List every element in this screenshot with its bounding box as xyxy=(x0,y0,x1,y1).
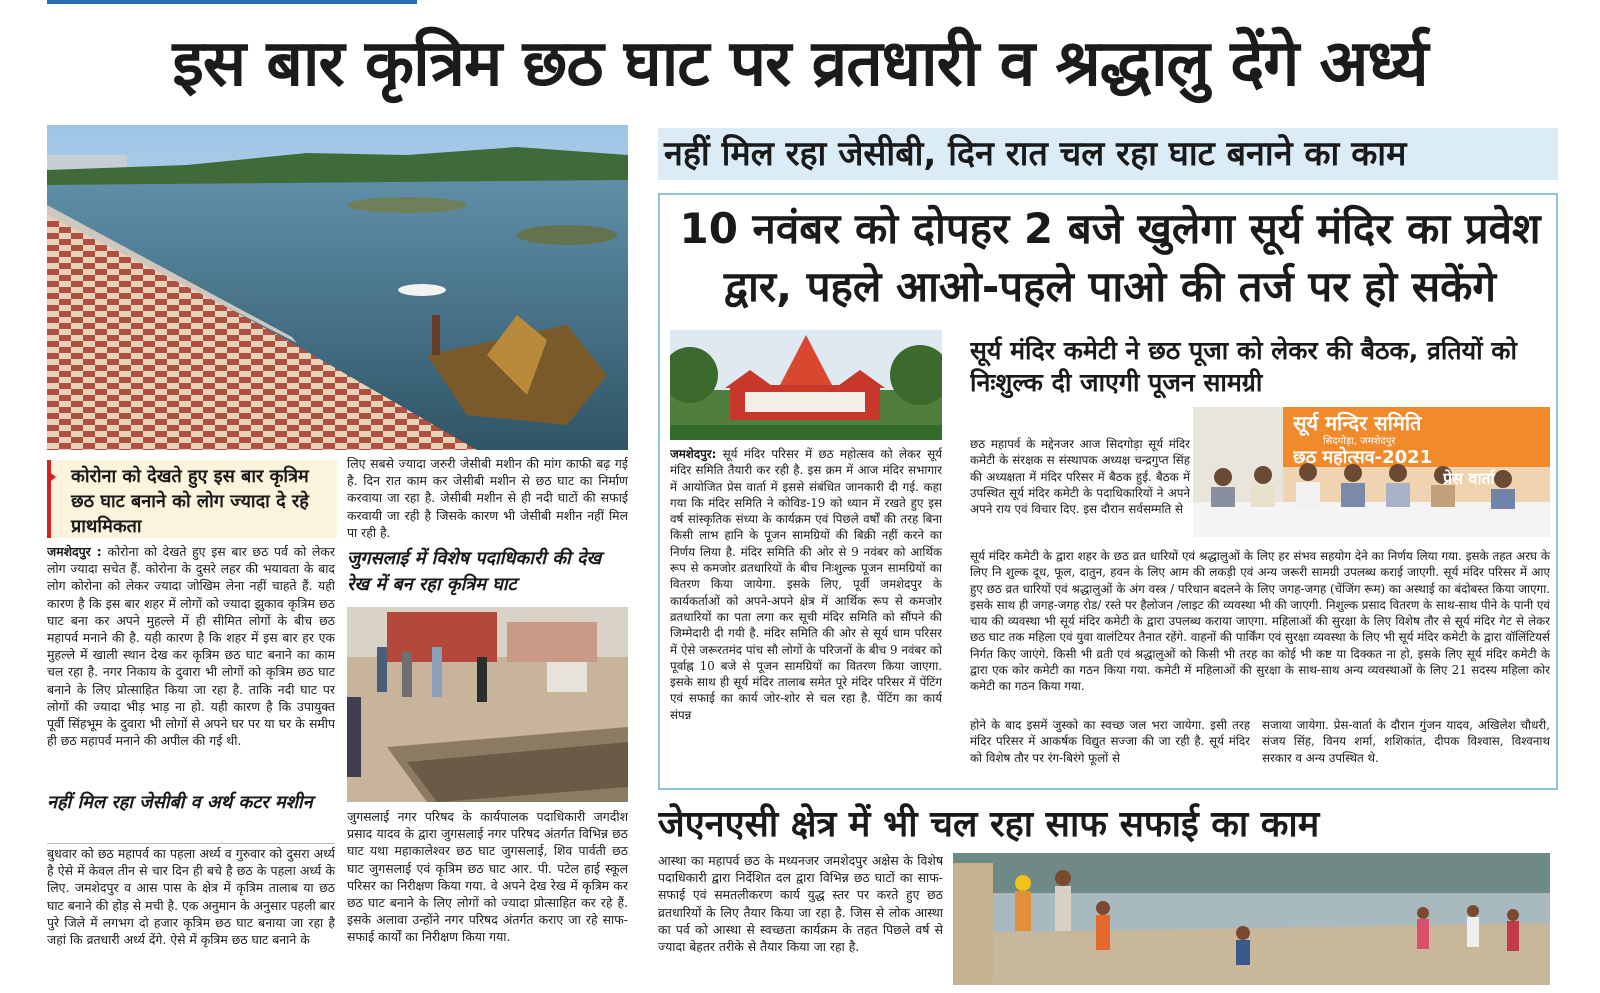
inspection-photo xyxy=(347,607,628,802)
jnac-headline: जेएनएसी क्षेत्र में भी चल रहा साफ सफाई का काम xyxy=(658,804,1320,845)
highlight-box xyxy=(47,460,337,538)
dateline: जमशेदपुर : xyxy=(47,544,102,559)
left-story-2: बुधवार को छठ महापर्व का पहला अर्ध्य व गुरुवार को दुसरा अर्ध्य है ऐसे में केवल तीन से चार दिन ही बचे है छठ के पहला अर्ध्य के लिए. जमशेदपुर व आस पास के क्षेत्र में कृत्रिम तालाब या छठ घाट बनाने की होड़ से मची है. एक अनुमान के अनुसार पहली बार पुरे जिले में लगभग दो हजार कृत्रिम छठ घाट बनाया जा रहा है जहां कि व्रतधारी अर्ध्य देंगे. ऐसे में कृत्रिम छठ घाट बनाने के xyxy=(47,846,335,948)
cleaning-photo xyxy=(953,853,1550,985)
surya-story-a xyxy=(670,446,942,766)
highlight-text: कोरोना को देखते हुए इस बार कृत्रिम छठ घाट बनाने को लोग ज्यादा दे रहे प्राथमिकता xyxy=(71,466,309,537)
banner-press: प्रेस वार्ता xyxy=(1443,469,1495,488)
surya-story-b-col2: सजाया जायेगा. प्रेस-वार्ता के दौरान गुंजन यादव, अखिलेश चौधरी, संजय सिंह, विनय शर्मा, शशिकांत, दीपक विश्वास, विश्वनाथ सरकार व अन्य उपस्थित थे. xyxy=(1262,718,1550,765)
temple-photo xyxy=(670,330,942,440)
bullet-triangle-icon xyxy=(47,470,56,484)
surya-story-b-wide: सूर्य मंदिर कमेटी के द्वारा शहर के छठ व्रत धारियों एवं श्रद्धालुओं के लिए हर संभव सहयोग देने का निर्णय लिया गया. इसके तहत अरघ के लिए नि शुल्क दूध, फूल, दातुन, हवन के लिए आम की लकड़ी एवं अन्य जरूरी सामग्री उपलब्ध कराई जाएगी. सूर्य मंदिर परिसर में आए हुए छठ व्रत धारियों एवं श्रद्धालुओं के अंग वस्त्र / परिधान बदलने के लिए जगह-जगह (चेंजिंग रूम) का अस्थाई का बंदोबस्त किया जाएगा. इसके साथ ही जगह-जगह रोड/ रस्ते पर हैलोजन /लाइट की व्यवस्था भी की जाएगी. निशुल्क प्रसाद वितरण के साथ-साथ पीने के पानी एवं चाय की व्यवस्था भी सूर्य मंदिर कमेटी के द्वारा उपलब्ध कराया जाएगा. महिलाओं की सुरक्षा के लिए विशेष तौर से सूर्य मंदिर गेट से लेकर छठ घाट तक महिला एवं युवा वालंटियर तैनात रहेंगे. वाहनों की पार्किंग एवं सुरक्षा व्यवस्था के लिए भी सूर्य मंदिर कमेटी के द्वारा वॉलिंटियर्स निर्गत किए जाएंगे. किसी भी व्रती एवं श्रद्धालुओं को किसी भी तरह का कोई भी कष्ट या दिक्कत ना हो, इसके लिए सूर्य मंदिर कमेटी के द्वारा एक कोर कमेटी का गठन किया गया. कमेटी में महिलाओं की सुरक्षा के साथ-साथ अन्य व्यवस्थाओं के लिए 21 सदस्य महिला कोर कमेटी का गठन किया गया. xyxy=(970,549,1550,694)
right-subheadline: नहीं मिल रहा जेसीबी, दिन रात चल रहा घाट बनाने का काम xyxy=(658,128,1558,180)
banner-subtitle: सिदगोड़ा, जमशेदपुर xyxy=(1323,436,1396,447)
banner-title: सूर्य मन्दिर समिति xyxy=(1293,411,1422,435)
top-accent-bar xyxy=(47,0,417,4)
left-subhead: नहीं मिल रहा जेसीबी व अर्थ कटर मशीन xyxy=(47,792,313,813)
jugsalai-caption: जुगसलाई नगर परिषद के कार्यपालक पदाधिकारी जगदीश प्रसाद यादव के द्वारा जुगसलाई नगर परिषद अंतर्गत विभिन्न छठ घाट यथा महाकालेश्वर छठ घाट जुगसलाई, शिव पार्वती छठ घाट जुगसलाई एवं कृत्रिम छठ घाट आर. पी. पटेल हाई स्कूल परिसर का निरीक्षण किया गया. वे अपने देख रेख में कृत्रिम कर छठ घाट बनाने के लिए लोगों को ज्यादा प्रोत्साहित कर रहे हैं. इसके अलावा उन्होंने नगर परिषद अंतर्गत कराए जा रहे साफ-सफाई कार्यों का निरीक्षण किया गया. xyxy=(347,809,628,945)
press-meeting-photo xyxy=(1193,407,1550,537)
committee-headline: सूर्य मंदिर कमेटी ने छठ पूजा को लेकर की बैठक, व्रतियों को निःशुल्क दी जाएगी पूजन सामग्री xyxy=(970,336,1517,397)
river-ghat-photo xyxy=(47,125,628,450)
surya-mandir-headline: 10 नवंबर को दोपहर 2 बजे खुलेगा सूर्य मंदिर का प्रवेश द्वार, पहले आओ-पहले पाओ की तर्ज पर हो सकेंगे xyxy=(679,204,1541,311)
dateline: जमशेदपुर: xyxy=(670,447,717,461)
story-text: सूर्य मंदिर परिसर में छठ महोत्सव को लेकर सूर्य मंदिर समिति तैयारी कर रही है. इस क्रम में आज मंदिर सभागार में आयोजित प्रेस वार्ता में इससे संबंधित जानकारी दी गई. कहा गया कि मंदिर समिति ने कोविड-19 को ध्यान में रखते हुए इस वर्ष सांस्कृतिक संध्या के कार्यक्रम एवं पिछले वर्षों की तरह बिना किसी लाभ हानि के पूजन सामग्रियों की बिक्री नहीं करने का निर्णय लिया है. मंदिर समिति की ओर से 9 नवंबर को आर्थिक रूप से कमजोर व्रतधारियों के बीच निःशुल्क पूजन सामग्रियों का वितरण किया जायेगा. इसके लिए, पूर्वी जमशेदपुर के कार्यकर्ताओं को अपने-अपने क्षेत्र में आर्थिक रूप से कमजोर व्रतधारियों का पता लगा कर सूची मंदिर समिति को सौंपने की जिम्मेदारी दी गयी है. मंदिर समिति की ओर से सूर्य धाम परिसर में ऐसे जरूरतमंद पांच सौ लोगों के परिजनों के बीच 9 नवंबर को पूर्वाह्न 10 बजे से पूजन सामग्रियों का वितरण किया जाएगा. इसके साथ ही सूर्य मंदिर तालाब समेत पूरे मंदिर परिसर में पेंटिंग एवं सफाई का कार्य जोर-शोर से चल रहा है. पेंटिंग का कार्य संपन्न xyxy=(670,447,942,722)
middle-story-continued: लिए सबसे ज्यादा जरुरी जेसीबी मशीन की मांग काफी बढ़ गई है. दिन रात काम कर जेसीबी मशीन से छठ घाट का निर्माण करवाया जा रहा है. जेसीबी मशीन से ही नदी घाटों की सफाई करवायी जा रही है जिसके कारण भी जेसीबी मशीन नहीं मिल पा रही है. xyxy=(347,456,628,540)
divider xyxy=(47,843,335,844)
surya-story-b-top: छठ महापर्व के मद्देनजर आज सिदगोड़ा सूर्य मंदिर कमेटी के संरक्षक स संस्थापक अध्यक्ष चन्द्रगुप्त सिंह की अध्यक्षता में मंदिर परिसर में बैठक हुई. बैठक में उपस्थित सूर्य मंदिर कमेटी के पदाधिकारियों ने अपने अपने राय एवं विचार दिए. इस दौरान सर्वसम्मति से xyxy=(970,437,1190,517)
banner-event: छठ महोत्सव-2021 xyxy=(1293,447,1433,468)
surya-story-b-col1: होने के बाद इसमें जुस्को का स्वच्छ जल भरा जायेगा. इसी तरह मंदिर परिसर में आकर्षक विद्युत सज्जा की जा रही है. सूर्य मंदिर को विशेष तौर पर रंग-बिरंगे फूलों से xyxy=(970,718,1250,765)
main-headline: इस बार कृत्रिम छठ घाट पर व्रतधारी व श्रद्धालु देंगे अर्ध्य xyxy=(172,27,1428,101)
story-text: कोरोना को देखते हुए इस बार छठ पर्व को लेकर लोग ज्यादा सचेत हैं. कोरोना के दुसरे लहर की भयावता के बाद लोग कोरोना को लेकर ज्यादा जोखिम लेना नहीं चाहते हैं. यही कारण है कि इस बार शहर में लोगों को ज्यादा झुकाव कृत्रिम छठ घाट बना कर अपने मुहल्ले में ही सीमित लोगों के बीच छठ महापर्व मनाने की है. यही कारण है कि शहर में इस बार हर एक मुहल्ले में खाली स्थान देख कर कृत्रिम छठ घाट बनाने का काम चल रहा है. नगर निकाय के दुवारा भी लोगों को कृत्रिम छठ घाट बनाने के लिए प्रोत्साहित किया जा रहा है. ताकि नदी घाट पर लोगों की ज्यादा भीड़ भाड़ ना हो. यही कारण है कि उपायुक्त पूर्वी सिंहभूम के दुवारा भी लोगों से अपने घर पर या घर के समीप ही छठ महापर्व मनाने की अपील की गई थी. xyxy=(47,544,335,749)
left-story-1 xyxy=(47,543,335,783)
jugsalai-subhead: जुगसलाई में विशेष पदाधिकारी की देख रेख में बन रहा कृत्रिम घाट xyxy=(347,548,602,595)
jnac-story: आस्था का महापर्व छठ के मध्यनजर जमशेदपुर अक्षेस के विशेष पदाधिकारी द्वारा निर्देशित दल द्वारा विभिन्न छठ घाटों का साफ-सफाई एवं समतलीकरण कार्य युद्ध स्तर पर करते हुए छठ व्रतधारियों के लिए तैयार किया जा रहा है. जिस से लोक आस्था का पर्व को आस्था से स्वच्छता कार्यक्रम के तहत पिछले वर्ष से ज्यादा बेहतर तरीके से तैयार किया जा रहा है. xyxy=(658,853,943,955)
